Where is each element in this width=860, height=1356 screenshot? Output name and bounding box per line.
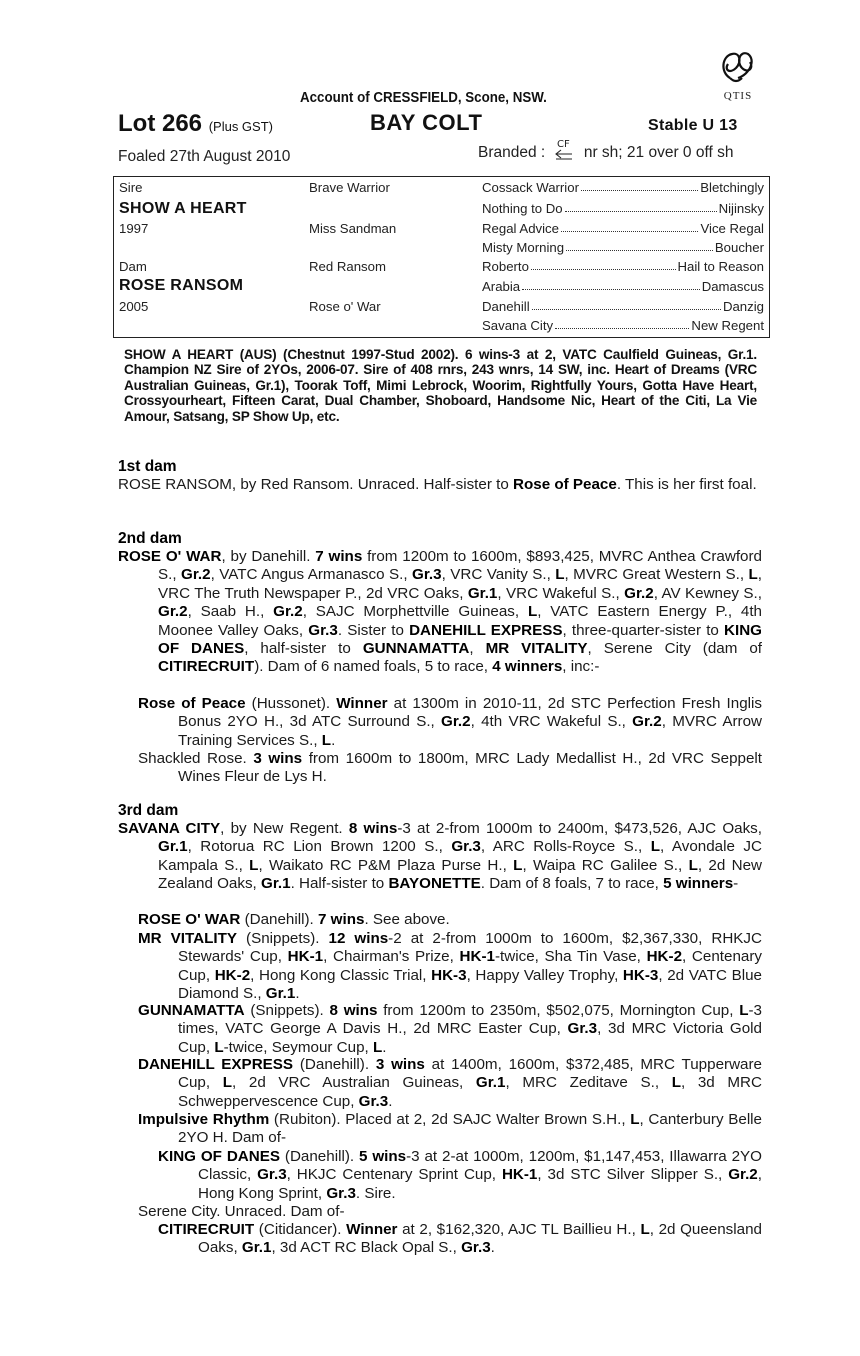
leader-dots [566,240,713,251]
text-run: at 1300m in 2010-11, 2d STC Perfection Fresh Inglis Bonus 2YO H., 3d ATC Surround S., [178,695,762,731]
text-run: . Half-sister to [290,875,389,893]
leader-dots [565,201,717,212]
bold-run: L [630,1111,640,1128]
branded-prefix: Branded : [478,144,546,161]
ancestor-row [482,259,764,274]
ancestor-sire: Misty Morning [482,240,565,255]
text-run: . Sire. [355,1184,396,1202]
qtis-emblem-icon [716,48,760,88]
progeny-entry [158,1221,762,1258]
bold-run: 7 wins [318,911,365,928]
text-run: , VATC Eastern Energy P., 4th Moonee Valley Oaks, [158,603,762,639]
text-run: (Hussonet). [245,695,337,712]
ancestor-sire: Roberto [482,259,529,274]
bold-run: HK-3 [431,966,467,984]
bold-run: HK-3 [622,966,659,984]
text-run: , 3d STC Silver Slipper S., [537,1166,729,1184]
text-run: , Hong Kong Classic Trial, [250,966,432,984]
bold-run: Gr.1 [265,985,296,1003]
text-run: , 2d VATC Blue Diamond S., [178,966,762,1003]
bold-run: KING OF DANES [158,621,762,658]
text-run: , Serene City (dam of [587,640,762,658]
bold-run: Gr.3 [461,1239,491,1257]
bold-run: Gr.2 [632,713,662,731]
ancestor-row [482,240,764,255]
bold-run: Gr.3 [567,1020,598,1038]
bold-run: L [249,856,259,874]
bold-run: 7 wins [315,548,363,565]
text-run: -2 at 2-from 1000m to 1600m, $2,367,330, RHKJC Stewards' Cup, [178,930,762,966]
bold-run: 3 wins [375,1056,425,1073]
text-run: , VATC Angus Armanasco S., [210,566,412,584]
pedigree-table [113,176,770,338]
ancestor-row [482,180,764,195]
bold-run: Gr.1 [241,1239,272,1257]
bold-run: Gr.1 [158,838,188,856]
text-run: , HKJC Centenary Sprint Cup, [286,1166,502,1184]
bold-run: Gr.3 [451,838,481,856]
bold-run: GUNNAMATTA [138,1002,245,1019]
text-run: , half-sister to [244,640,363,658]
progeny-entry [138,1203,762,1221]
text-run: , SAJC Morphettville Guineas, [302,603,528,621]
text-run: -twice, Sha Tin Vase, [494,948,647,966]
bold-run: Rose of Peace [138,695,246,712]
text-run: , Waikato RC P&M Plaza Purse H., [258,856,514,874]
text-run: (Rubiton). Placed at 2, 2d SAJC Walter Brown S.H., [269,1111,631,1128]
bold-run: GUNNAMATTA [362,640,470,658]
progeny-entry [138,1056,762,1111]
ancestor-damsire: Bletchingly [700,180,764,195]
bold-run: 5 winners [663,875,734,893]
bold-run: Impulsive Rhythm [138,1111,270,1128]
bold-run: 8 wins [329,1002,378,1019]
bold-run: Gr.3 [308,621,338,639]
text-run: (Snippets). [244,1002,330,1019]
ancestor-damsire: Hail to Reason [677,259,764,274]
leader-dots [532,299,721,310]
first-dam-desc-end: . This is her first foal. [616,476,757,493]
bold-run: Gr.1 [261,875,291,893]
text-run: . [382,1038,387,1056]
text-run: , AV Kewney S., [653,584,762,602]
bold-run: Gr.2 [728,1166,758,1184]
first-dam-desc: ROSE RANSOM, by Red Ransom. Unraced. Half-sister to [118,476,513,493]
text-run: , by New Regent. [220,820,349,837]
bold-run: KING OF DANES [158,1148,280,1165]
bold-run: HK-1 [287,948,324,966]
text-run: . Dam of 8 foals, 7 to race, [480,875,664,893]
bold-run: Gr.1 [467,584,498,602]
leader-dots [531,259,676,270]
text-run: (Citidancer). [254,1221,347,1238]
bold-run: BAYONETTE [388,875,481,893]
bold-run: MR VITALITY [138,930,238,947]
dam-name: ROSE RANSOM [119,277,244,294]
horse-title: BAY COLT [370,110,483,135]
progeny-entry [158,1148,762,1203]
text-run: . [295,985,300,1003]
text-run: , inc:- [562,658,600,676]
bold-run: L [671,1074,681,1092]
first-dam-text [118,476,762,494]
text-run: , 3d MRC Schweppervescence Cup, [178,1074,762,1110]
ancestor-sire: Regal Advice [482,221,559,236]
grandsire-maternal: Red Ransom [309,259,386,274]
progeny-entry [138,695,762,750]
ancestor-damsire: New Regent [691,318,764,333]
text-run: , Waipa RC Galilee S., [522,856,689,874]
text-run: . Sister to [337,621,410,639]
leader-dots [555,318,689,329]
lot-label: Lot 266 [118,110,203,137]
third-dam-text [118,820,763,894]
text-run: , VRC The Truth Newspaper P., 2d VRC Oaks, [158,566,762,602]
bold-run: HK-2 [646,948,683,966]
bold-run: L [688,856,698,874]
bold-run: ROSE O' WAR [138,911,241,928]
text-run: from 1200m to 1600m, $893,425, MVRC Anthea Crawford S., [158,548,762,584]
first-dam-heading: 1st dam [118,458,177,475]
bold-run: L [321,731,332,749]
second-dam-heading: 2nd dam [118,530,182,547]
text-run: , Canterbury Belle 2YO H. Dam of- [178,1111,763,1147]
granddam-maternal: Rose o' War [309,299,381,314]
brand-mark-icon [552,136,576,164]
text-run: , 4th VRC Wakeful S., [470,713,633,731]
text-run: . [388,1092,393,1110]
text-run: -3 times, VATC George A Davis H., 2d MRC Easter Cup, [178,1002,762,1038]
dam-year: 2005 [119,299,149,314]
ancestor-sire: Danehill [482,299,530,314]
bold-run: Gr.3 [257,1166,287,1184]
text-run: , Centenary Cup, [178,948,763,984]
bold-run: HK-1 [459,948,495,966]
bold-run: Gr.1 [475,1074,506,1092]
ancestor-row [482,201,764,216]
lot-number [118,110,273,138]
text-run: , 2d New Zealand Oaks, [158,856,763,893]
ancestor-sire: Cossack Warrior [482,180,579,195]
third-dam-heading: 3rd dam [118,802,179,819]
bold-run: Gr.3 [326,1184,356,1202]
leader-dots [561,221,698,232]
logo-text: QTIS [723,90,753,102]
stable-number: Stable U 13 [648,117,738,134]
brand-mark-text: CF [556,139,570,150]
bold-run: L [222,1074,233,1092]
bold-run: L [555,566,565,584]
text-run: from 1200m to 2350m, $502,075, Mornington Cup, [377,1002,740,1019]
text-run: -3 at 2-at 1000m, 1200m, $1,147,453, Illawarra 2YO Classic, [198,1148,762,1184]
text-run: from 1600m to 1800m, MRC Lady Medallist H., 2d VRC Seppelt Wines Fleur de Lys H. [178,750,763,786]
bold-run: Winner [336,695,388,712]
dam-label: Dam [119,259,147,274]
text-run: , Avondale JC Kampala S., [158,838,762,874]
text-run: , three-quarter-sister to [562,621,725,639]
bold-run: 8 wins [348,820,398,837]
bold-run: Gr.2 [624,584,654,602]
text-run: , Hong Kong Sprint, [198,1166,762,1202]
text-run: . [331,731,336,749]
foaled-date: Foaled 27th August 2010 [118,148,291,165]
bold-run: L [527,603,538,621]
bold-run: Gr.3 [358,1092,389,1110]
ancestor-sire: Nothing to Do [482,201,563,216]
sire-year: 1997 [119,221,149,236]
bold-run: SAVANA CITY [118,820,221,837]
bold-run: HK-2 [214,966,251,984]
text-run: , Happy Valley Trophy, [466,966,623,984]
bold-run: L [640,1221,650,1238]
ancestor-sire: Arabia [482,279,521,294]
ancestor-damsire: Vice Regal [700,221,764,236]
bold-run: Gr.2 [273,603,303,621]
text-run: at 2, $162,320, AJC TL Baillieu H., [397,1221,641,1238]
bold-run: ROSE O' WAR [118,548,222,565]
text-run: , 2d Queensland Oaks, [198,1221,762,1257]
text-run: Shackled Rose. [138,750,254,767]
text-run: -3 at 2-from 1000m to 2400m, $473,526, AJC Oaks, [397,820,762,837]
ancestor-damsire: Boucher [714,240,764,255]
bold-run: L [214,1038,224,1056]
progeny-entry [138,1002,762,1057]
progeny-entry [138,750,763,787]
bold-run: 5 wins [359,1148,407,1165]
first-dam-link-name: Rose of Peace [513,476,617,493]
text-run: , VRC Vanity S., [441,566,556,584]
text-run: (Snippets). [237,930,329,947]
text-run: (Danehill). [280,1148,359,1165]
bold-run: L [650,838,660,856]
bold-run: L [748,566,758,584]
ancestor-damsire: Danzig [722,299,764,314]
bold-run: Gr.2 [441,713,471,731]
ancestor-sire: Savana City [482,318,554,333]
bold-run: 12 wins [328,930,389,947]
bold-run: CITIRECRUIT [158,658,255,676]
bold-run: L [513,856,523,874]
text-run: , Saab H., [187,603,274,621]
ancestor-damsire: Damascus [701,279,764,294]
text-run: , MVRC Great Western S., [564,566,749,584]
progeny-entry [138,930,763,1004]
text-run: (Danehill). [240,911,318,928]
bold-run: L [739,1002,749,1019]
bold-run: DANEHILL EXPRESS [409,621,563,639]
text-run: , 3d MRC Victoria Gold Cup, [178,1020,762,1056]
text-run: - [733,875,739,893]
text-run: , ARC Rolls-Royce S., [480,838,651,856]
bold-run: CITIRECRUIT [158,1221,255,1238]
sire-summary: SHOW A HEART (AUS) (Chestnut 1997-Stud 2002). 6 wins-3 at 2, VATC Caulfield Guineas, Gr.1. Champion NZ Sire of 2YOs, 2006-07. Sire of 408 rnrs, 243 wnrs, 14 SW, inc. Heart of Dreams (VRC Australian Guineas, Gr.1), Toorak Toff, Mimi Lebrock, Woorim, Rightfully Yours, Gotta Have Heart, Crossyourheart, Fifteen Carat, Dual Chamber, Shoboard, Handsome Nic, Heart of the Citi, La Vie Amour, Satsang, SP Show Up, etc. [124,347,757,424]
ancestor-row [482,299,764,314]
text-run: at 1400m, 1600m, $372,485, MRC Tupperware Cup, [178,1056,762,1092]
leader-dots [522,279,700,290]
bold-run: Gr.2 [181,566,211,584]
text-run: ). Dam of 6 named foals, 5 to race, [254,658,493,676]
bold-run: 4 winners [492,658,563,676]
progeny-entry [138,1111,763,1148]
text-run: . See above. [364,911,450,928]
leader-dots [581,180,698,191]
branded-suffix: nr sh; 21 over 0 off sh [583,144,734,161]
text-run: , MVRC Arrow Training Services S., [178,713,762,749]
ancestor-row [482,318,764,333]
bold-run: Gr.3 [412,566,442,584]
text-run: -twice, Seymour Cup, [223,1038,373,1056]
text-run: , Rotorua RC Lion Brown 1200 S., [187,838,452,856]
text-run: (Danehill). [293,1056,376,1073]
text-run: , MRC Zeditave S., [505,1074,672,1092]
text-run: Serene City. Unraced. Dam of- [138,1203,345,1220]
text-run: , Chairman's Prize, [323,948,460,966]
ancestor-row [482,221,764,236]
text-run: , VRC Wakeful S., [497,584,625,602]
granddam-paternal: Miss Sandman [309,221,397,236]
bold-run: MR VITALITY [485,640,588,658]
bold-run: Gr.2 [158,603,188,621]
second-dam-text [118,548,762,677]
text-run: , 2d VRC Australian Guineas, [232,1074,476,1092]
sire-label: Sire [119,180,143,195]
text-run: , [469,640,486,658]
lot-gst-note: (Plus GST) [208,119,273,134]
bold-run: DANEHILL EXPRESS [138,1056,294,1073]
bold-run: Winner [346,1221,398,1238]
text-run: , 3d ACT RC Black Opal S., [271,1239,462,1257]
bold-run: 3 wins [253,750,303,767]
ancestor-damsire: Nijinsky [718,201,764,216]
vendor-account: Account of CRESSFIELD, Scone, NSW. [300,90,547,106]
branded-info [478,136,733,168]
text-run: , by Danehill. [221,548,316,565]
ancestor-row [482,279,764,294]
progeny-entry [138,911,762,929]
text-run: . [490,1239,495,1257]
bold-run: HK-1 [501,1166,538,1184]
sire-name: SHOW A HEART [119,200,247,217]
grandsire-paternal: Brave Warrior [309,180,390,195]
bold-run: L [373,1038,383,1056]
qtis-logo [712,48,764,110]
